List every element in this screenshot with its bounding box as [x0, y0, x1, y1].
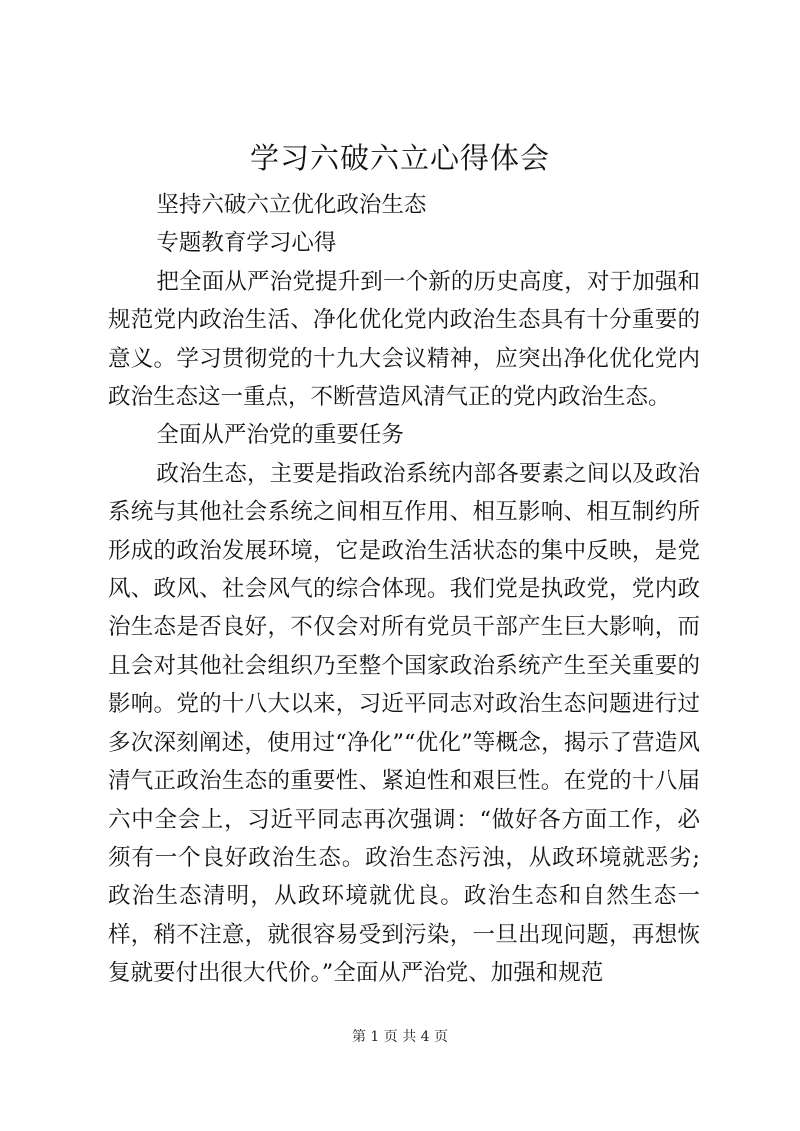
document-title: 学习六破六立心得体会	[249, 141, 550, 175]
paragraph: 政治生态，主要是指政治系统内部各要素之间以及政治系统与其他社会系统之间相互作用、相互影响、相互制约所形成的政治发展环境，它是政治生活状态的集中反映，是党风、政风、社会风气的综合体现。我们党是执政党，党内政治生态是否良好，不仅会对所有党员干部产生巨大影响，而且会对其他社会组织乃至整个国家政治系统产生至关重要的影响。党的十八大以来，习近平同志对政治生态问题进行过多次深刻阐述，使用过“净化”“优化”等概念，揭示了营造风清气正政治生态的重要性、紧迫性和艰巨性。在党的十八届六中全会上，习近平同志再次强调：“做好各方面工作，必须有一个良好政治生态。政治生态污浊，从政环境就恶劣;政治生态清明，从政环境就优良。政治生态和自然生态一样，稍不注意，就很容易受到污染，一旦出现问题，再想恢复就要付出很大代价。”全面从严治党、加强和规范	[108, 460, 700, 987]
paragraph: 坚持六破六立优化政治生态	[156, 192, 427, 218]
page-footer: 第 1 页 共 4 页	[351, 1029, 449, 1045]
document-body	[108, 186, 700, 993]
paragraph: 全面从严治党的重要任务	[156, 422, 404, 449]
paragraph: 把全面从严治党提升到一个新的历史高度，对于加强和规范党内政治生活、净化优化党内政治生态具有十分重要的意义。学习贯彻党的十九大会议精神，应突出净化优化党内政治生态这一重点，不断营造风清气正的党内政治生态。	[108, 268, 700, 411]
paragraph: 专题教育学习心得	[156, 230, 337, 257]
